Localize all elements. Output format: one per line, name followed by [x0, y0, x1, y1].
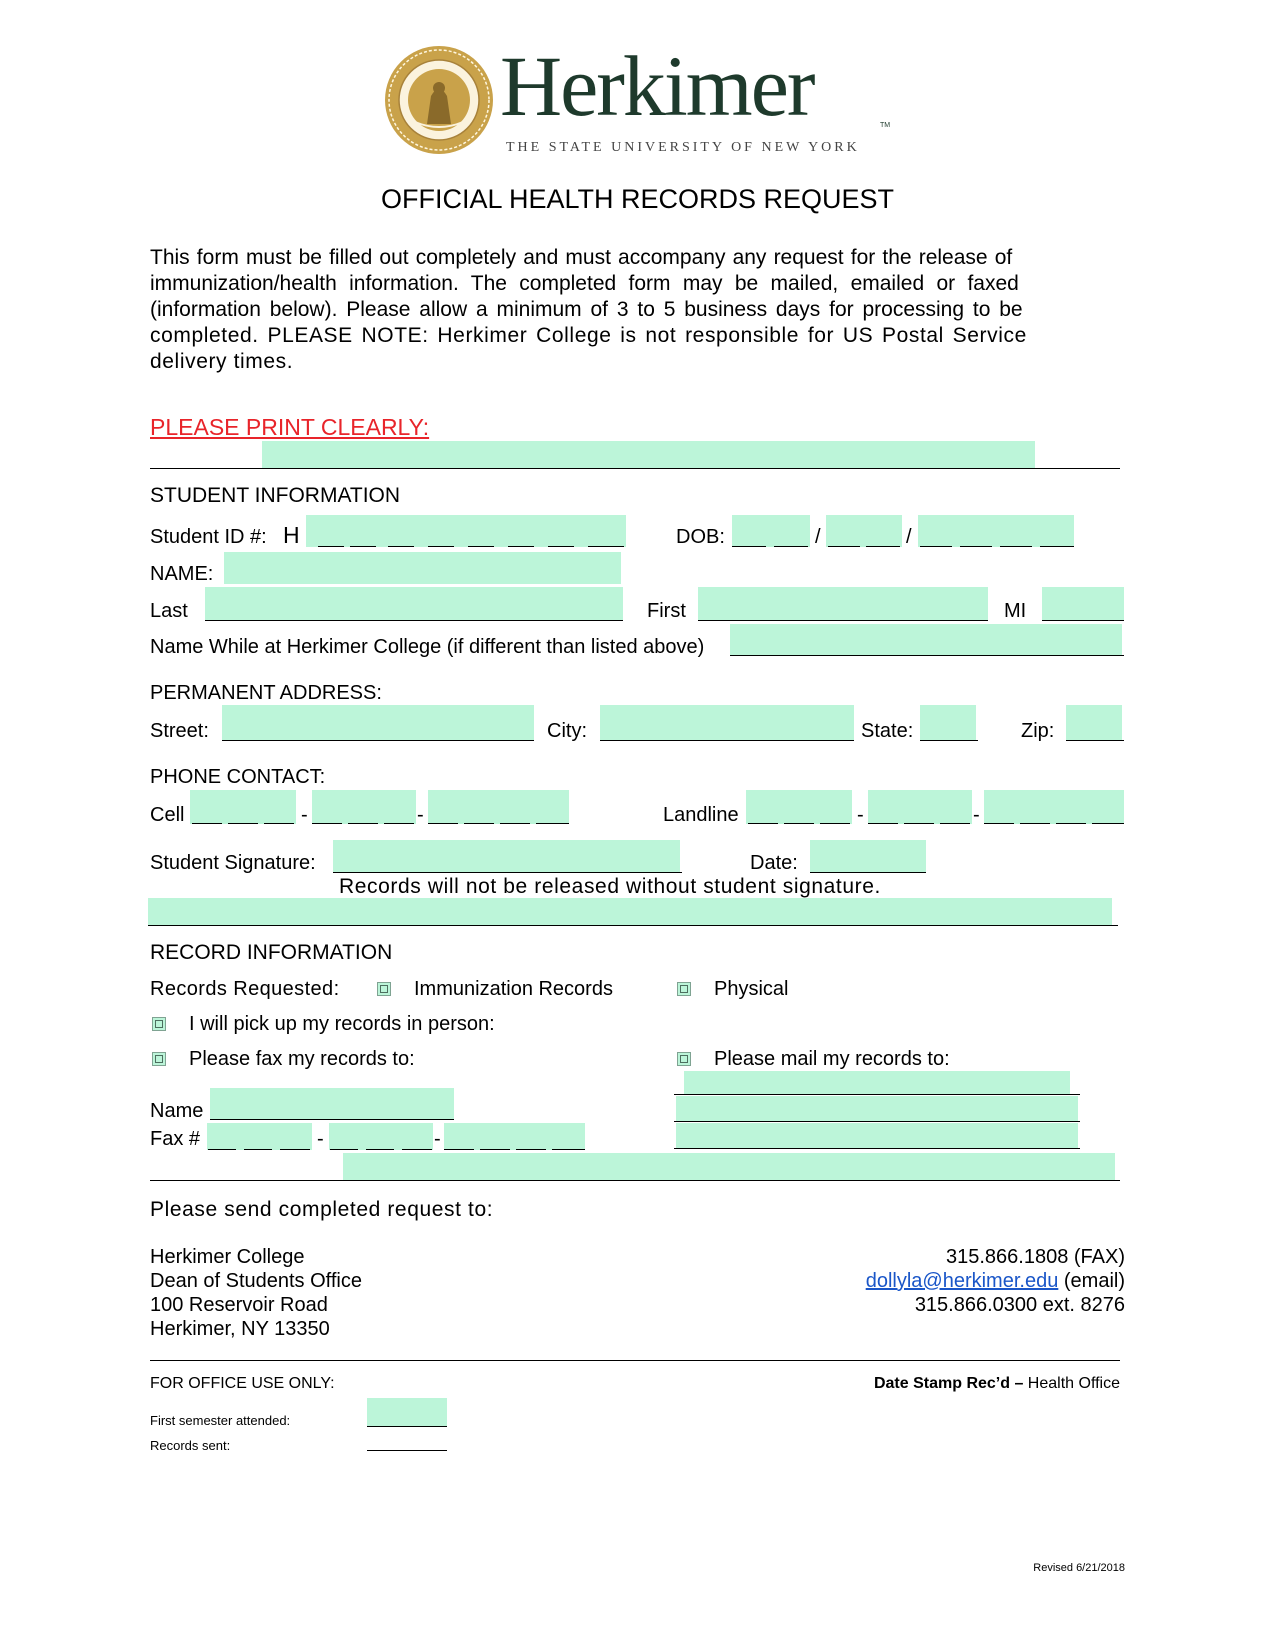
- dob-label: DOB:: [676, 526, 725, 548]
- last-name-field[interactable]: [205, 587, 623, 621]
- first-name-field[interactable]: [698, 587, 988, 621]
- header-input-field[interactable]: [262, 441, 1035, 469]
- state-field[interactable]: [920, 705, 976, 741]
- divider-line: [150, 468, 1120, 469]
- intro-line-5: delivery times.: [150, 350, 294, 373]
- page-title: OFFICIAL HEALTH RECORDS REQUEST: [380, 184, 895, 214]
- zip-field[interactable]: [1066, 705, 1122, 741]
- college-seal-icon: [383, 44, 495, 156]
- brand-subtitle: THE STATE UNIVERSITY OF NEW YORK: [506, 140, 860, 155]
- print-clearly-notice: PLEASE PRINT CLEARLY:: [150, 414, 430, 440]
- mi-field[interactable]: [1042, 587, 1124, 621]
- send-address-line-2: Dean of Students Office: [150, 1270, 362, 1292]
- dob-month-field[interactable]: [732, 515, 810, 547]
- name-while-label: Name While at Herkimer College (if different than listed above): [150, 636, 705, 658]
- trademark: TM: [880, 122, 891, 129]
- landline-line-field[interactable]: [984, 790, 1124, 824]
- mi-label: MI: [1004, 600, 1027, 622]
- permanent-address-heading: PERMANENT ADDRESS:: [150, 682, 382, 704]
- first-semester-label: First semester attended:: [150, 1413, 291, 1428]
- brand-name: Herkimer: [500, 38, 814, 134]
- send-heading: Please send completed request to:: [150, 1198, 494, 1221]
- revised-date: Revised 6/21/2018: [1033, 1562, 1125, 1574]
- send-phone: 315.866.0300 ext. 8276: [914, 1294, 1125, 1316]
- cell-dash-2: -: [417, 804, 424, 826]
- last-name-label: Last: [150, 600, 188, 622]
- cell-prefix-field[interactable]: [312, 790, 416, 824]
- fax-prefix-field[interactable]: [329, 1123, 433, 1150]
- send-address-line-4: Herkimer, NY 13350: [150, 1318, 330, 1340]
- fax-dash-1: -: [317, 1128, 324, 1150]
- mail-address-line-1[interactable]: [684, 1071, 1070, 1095]
- section-divider-field[interactable]: [148, 898, 1112, 926]
- landline-prefix-field[interactable]: [868, 790, 972, 824]
- physical-label: Physical: [714, 978, 789, 1000]
- cell-line-field[interactable]: [428, 790, 569, 824]
- cell-area-field[interactable]: [190, 790, 296, 824]
- cell-dash-1: -: [301, 804, 308, 826]
- record-divider-field[interactable]: [343, 1153, 1115, 1181]
- name-label: NAME:: [150, 563, 214, 585]
- dob-slash-1: /: [815, 526, 821, 548]
- fax-to-label: Please fax my records to:: [189, 1048, 415, 1070]
- date-stamp-label: [874, 1375, 1120, 1393]
- name-field[interactable]: [224, 552, 621, 584]
- landline-label: Landline: [663, 804, 739, 826]
- fax-area-field[interactable]: [207, 1123, 312, 1150]
- intro-line-1: This form must be filled out completely and must accompany any request for the release of: [150, 246, 1013, 269]
- mail-address-line-3[interactable]: [676, 1123, 1078, 1149]
- zip-label: Zip:: [1021, 720, 1055, 742]
- city-field[interactable]: [600, 705, 854, 741]
- dob-year-field[interactable]: [918, 515, 1074, 547]
- fax-name-label: Name: [150, 1100, 204, 1122]
- student-id-label: Student ID #:: [150, 526, 267, 548]
- state-label: State:: [861, 720, 914, 742]
- street-field[interactable]: [222, 705, 534, 741]
- fax-number-label: Fax #: [150, 1128, 201, 1150]
- mail-to-label: Please mail my records to:: [714, 1048, 950, 1070]
- pickup-label: I will pick up my records in person:: [189, 1013, 495, 1035]
- first-semester-field[interactable]: [367, 1398, 447, 1427]
- date-stamp-rest: Health Office: [1027, 1375, 1120, 1392]
- mail-address-line-2[interactable]: [676, 1096, 1078, 1122]
- send-email-row: [866, 1270, 1125, 1293]
- signature-date-label: Date:: [750, 852, 798, 874]
- send-address-line-3: 100 Reservoir Road: [150, 1294, 328, 1316]
- send-fax: 315.866.1808 (FAX): [945, 1246, 1125, 1268]
- street-label: Street:: [150, 720, 209, 742]
- email-suffix: (email): [1058, 1270, 1125, 1292]
- intro-line-2: immunization/health information. The completed form may be mailed, emailed or faxed: [150, 272, 1019, 295]
- student-signature-field[interactable]: [333, 840, 680, 873]
- name-while-field[interactable]: [730, 624, 1122, 656]
- fax-line-field[interactable]: [444, 1123, 585, 1150]
- records-sent-label: Records sent:: [150, 1438, 231, 1453]
- dob-slash-2: /: [906, 526, 912, 548]
- intro-line-3: (information below). Please allow a minimum of 3 to 5 business days for processing to be: [150, 298, 1023, 321]
- physical-checkbox[interactable]: [677, 982, 691, 996]
- landline-dash-1: -: [857, 804, 864, 826]
- send-address-line-1: Herkimer College: [150, 1246, 305, 1268]
- office-divider: [150, 1360, 1120, 1361]
- dob-day-field[interactable]: [826, 515, 902, 547]
- cell-label: Cell: [150, 804, 185, 826]
- student-signature-label: Student Signature:: [150, 852, 316, 874]
- date-stamp-bold: Date Stamp Rec’d –: [873, 1375, 1028, 1392]
- intro-line-4: completed. PLEASE NOTE: Herkimer College is not responsible for US Postal Service: [150, 324, 1027, 347]
- immunization-label: Immunization Records: [414, 978, 613, 1000]
- student-info-heading: STUDENT INFORMATION: [150, 484, 401, 507]
- mail-checkbox[interactable]: [677, 1052, 691, 1066]
- student-id-field[interactable]: [306, 515, 626, 547]
- immunization-checkbox[interactable]: [377, 982, 391, 996]
- student-id-prefix: H: [283, 522, 300, 548]
- signature-note: Records will not be released without student signature.: [339, 875, 881, 898]
- landline-dash-2: -: [973, 804, 980, 826]
- first-name-label: First: [647, 600, 686, 622]
- landline-area-field[interactable]: [746, 790, 852, 824]
- pickup-checkbox[interactable]: [152, 1017, 166, 1031]
- signature-date-field[interactable]: [810, 840, 926, 873]
- city-label: City:: [547, 720, 587, 742]
- records-requested-label: Records Requested:: [150, 978, 340, 1000]
- phone-contact-heading: PHONE CONTACT:: [150, 766, 326, 788]
- fax-name-field[interactable]: [210, 1088, 454, 1120]
- email-link[interactable]: dollyla@herkimer.edu: [865, 1270, 1059, 1292]
- records-sent-line: [367, 1450, 447, 1451]
- fax-dash-2: -: [434, 1128, 441, 1150]
- fax-checkbox[interactable]: [152, 1052, 166, 1066]
- record-info-heading: RECORD INFORMATION: [150, 941, 393, 964]
- office-use-label: FOR OFFICE USE ONLY:: [150, 1375, 335, 1392]
